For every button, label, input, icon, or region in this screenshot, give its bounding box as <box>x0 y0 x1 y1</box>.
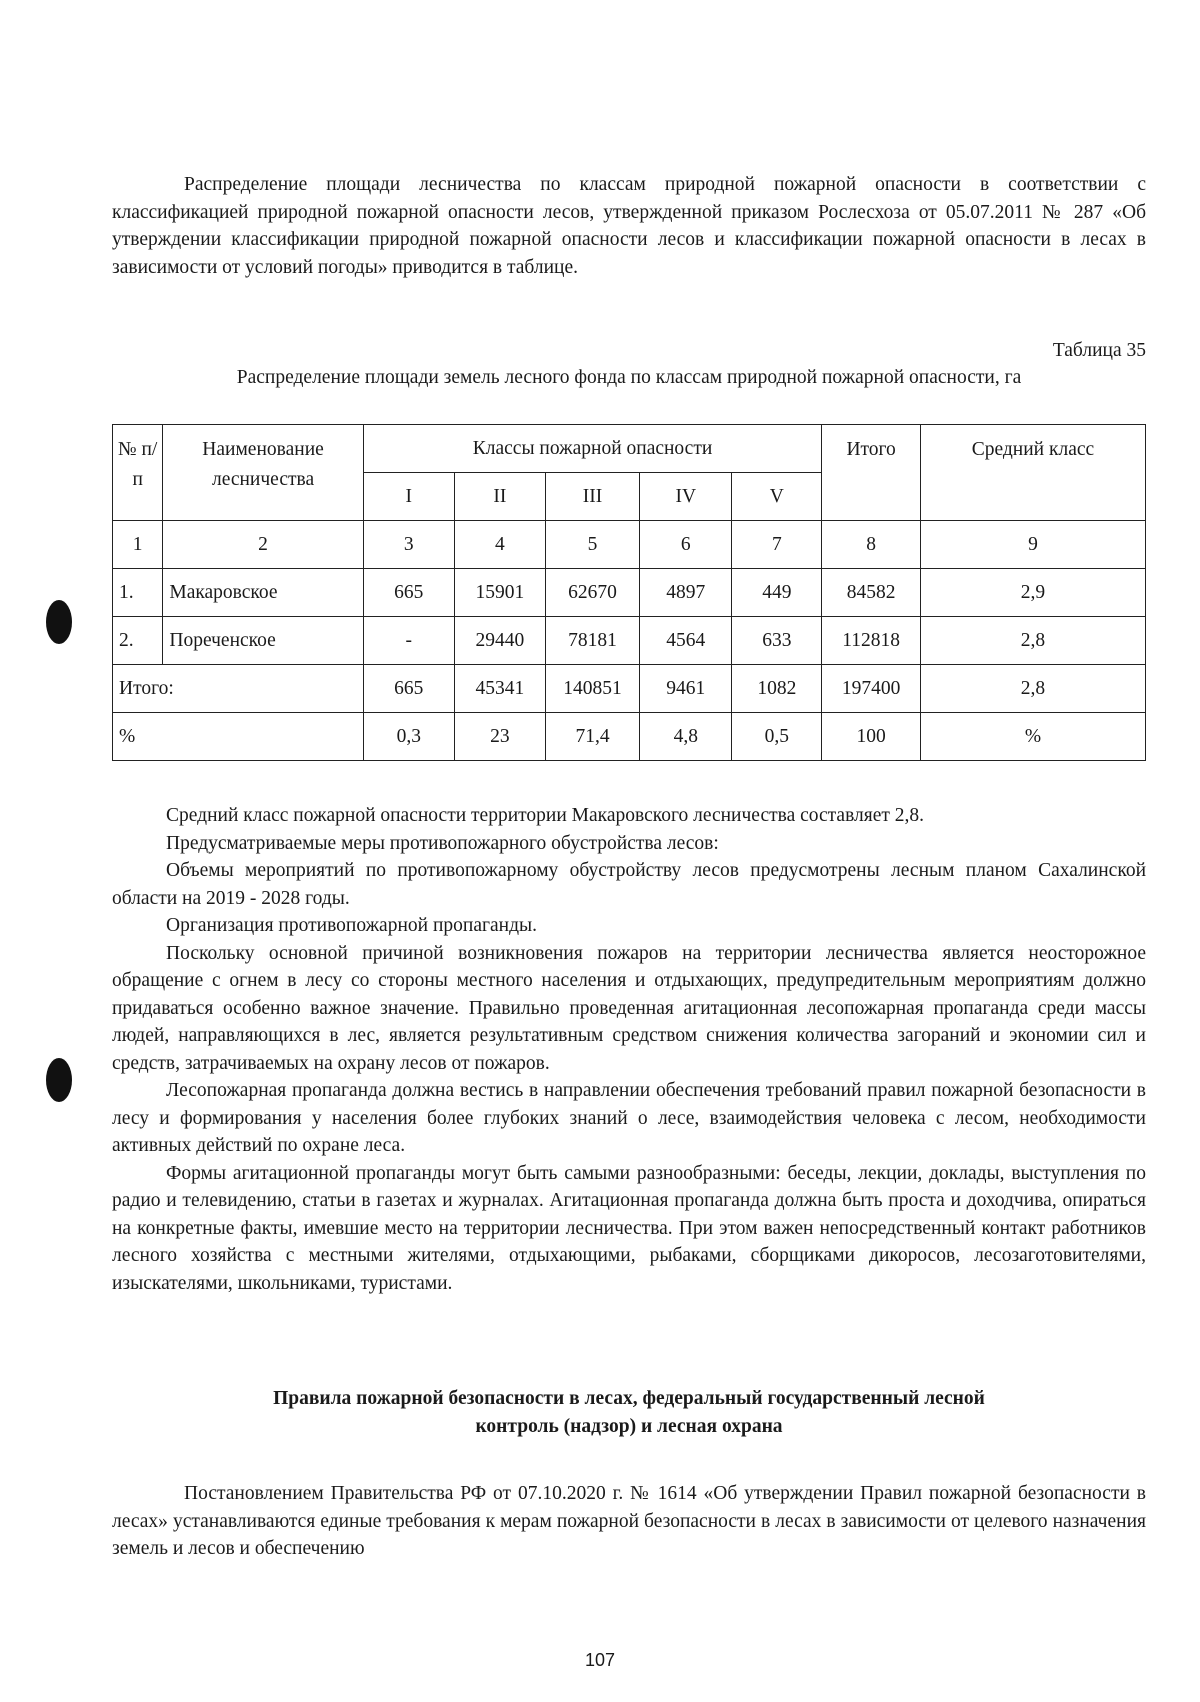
class-label: I <box>363 473 454 521</box>
class-5-total: 1082 <box>732 665 822 713</box>
class-5-area: 633 <box>732 617 822 665</box>
percent-row <box>113 713 1146 761</box>
final-paragraph: Постановлением Правительства РФ от 07.10.2020 г. № 1614 «Об утверждении Правил пожарной безопасности в лесах» устанавливаются единые требования к мерам пожарной безопасности в лесах в зависимости от целевого назначения земель и лесов и обеспечению <box>112 1483 1146 1559</box>
punch-hole-mark <box>46 1058 72 1102</box>
class-4-area: 4897 <box>640 569 732 617</box>
forestry-name: Макаровское <box>163 569 363 617</box>
average-percent: % <box>920 713 1145 761</box>
total-label: Итого: <box>113 665 364 713</box>
causes-paragraph: Поскольку основной причиной возникновения пожаров на территории лесничества является неосторожное обращение с огнем в лесу со стороны местного населения и отдыхающих, предупредительным мероприятиям должно придаваться особенно важное значение. Правильно проведенная агитационная лесопожарная пропаганда среди массы людей, направляющихся в лес, является результативным средством снижения количества загораний и экономии сил и средств, затрачиваемых на охрану лесов от пожаров. <box>112 942 1146 1074</box>
class-5-percent: 0,5 <box>732 713 822 761</box>
forestry-name: Пореченское <box>163 617 363 665</box>
propaganda-direction-paragraph: Лесопожарная пропаганда должна вестись в направлении обеспечения требований правил пожарной безопасности в лесу и формирования у населения более глубоких знаний о лесе, взаимодействия человека с лесом, необходимости активных действий по охране леса. <box>112 1080 1146 1156</box>
column-number: 6 <box>640 521 732 569</box>
section-heading-line: контроль (надзор) и лесная охрана <box>475 1416 783 1437</box>
class-1-total: 665 <box>363 665 454 713</box>
page-number: 107 <box>584 1650 616 1670</box>
body-text <box>112 802 1146 1297</box>
column-number: 9 <box>920 521 1145 569</box>
header-fire-classes: Классы пожарной опасности <box>363 425 822 473</box>
class-4-area: 4564 <box>640 617 732 665</box>
header-total: Итого <box>822 425 921 521</box>
class-4-total: 9461 <box>640 665 732 713</box>
intro-paragraph: Распределение площади лесничества по классам природной пожарной опасности в соответствии с классификацией природной пожарной опасности лесов, утвержденной приказом Рослесхоза от 05.07.2011 № 287 «Об утверждении классификации природной пожарной опасности лесов и классификации пожарной опасности в лесах в зависимости от условий погоды» приводится в таблице. <box>112 174 1146 278</box>
total-area: 112818 <box>822 617 921 665</box>
row-number: 1. <box>113 569 163 617</box>
class-label: V <box>732 473 822 521</box>
table-number: Таблица 35 <box>1052 340 1146 361</box>
class-label: II <box>454 473 545 521</box>
column-number: 5 <box>545 521 639 569</box>
fire-danger-table <box>112 424 1146 761</box>
volumes-paragraph: Объемы мероприятий по противопожарному обустройству лесов предусмотрены лесным планом Сахалинской области на 2019 - 2028 годы. <box>112 860 1146 909</box>
table-header-row <box>113 425 1146 473</box>
total-percent: 100 <box>822 713 921 761</box>
punch-hole-mark <box>46 600 72 644</box>
header-forestry-name: Наименование лесничества <box>163 425 363 521</box>
class-label: IV <box>640 473 732 521</box>
class-1-percent: 0,3 <box>363 713 454 761</box>
column-number: 1 <box>113 521 163 569</box>
class-2-area: 29440 <box>454 617 545 665</box>
class-3-area: 78181 <box>545 617 639 665</box>
average-class: 2,9 <box>920 569 1145 617</box>
column-number-row <box>113 521 1146 569</box>
section-heading-line: Правила пожарной безопасности в лесах, федеральный государственный лесной <box>273 1388 985 1409</box>
propaganda-title-paragraph: Организация противопожарной пропаганды. <box>166 915 537 936</box>
class-2-percent: 23 <box>454 713 545 761</box>
row-number: 2. <box>113 617 163 665</box>
table-caption: Распределение площади земель лесного фонда по классам природной пожарной опасности, га <box>236 367 1022 388</box>
average-class-total: 2,8 <box>920 665 1145 713</box>
total-area: 84582 <box>822 569 921 617</box>
measures-paragraph: Предусматриваемые меры противопожарного обустройства лесов: <box>166 832 719 854</box>
class-2-total: 45341 <box>454 665 545 713</box>
class-1-area: - <box>363 617 454 665</box>
average-class: 2,8 <box>920 617 1145 665</box>
propaganda-forms-paragraph: Формы агитационной пропаганды могут быть самыми разнообразными: беседы, лекции, доклады, выступления по радио и телевидению, статьи в газетах и журналах. Агитационная пропаганда должна быть проста и доходчива, опираться на конкретные факты, имевшие место на территории лесничества. При этом важен непосредственный контакт работников лесного хозяйства с местными жителями, отдыхающими, рыбаками, сборщиками дикоросов, лесозаготовителями, изыскателями, школьниками, туристами. <box>112 1162 1146 1294</box>
average-class-paragraph: Средний класс пожарной опасности территории Макаровского лесничества составляет 2,8. <box>166 805 925 826</box>
column-number: 7 <box>732 521 822 569</box>
class-3-total: 140851 <box>545 665 639 713</box>
grand-total: 197400 <box>822 665 921 713</box>
section-heading <box>112 1385 1146 1441</box>
header-number: № п/п <box>113 425 163 521</box>
class-5-area: 449 <box>732 569 822 617</box>
class-3-area: 62670 <box>545 569 639 617</box>
percent-label: % <box>113 713 364 761</box>
column-number: 3 <box>363 521 454 569</box>
class-1-area: 665 <box>363 569 454 617</box>
column-number: 8 <box>822 521 921 569</box>
class-4-percent: 4,8 <box>640 713 732 761</box>
class-3-percent: 71,4 <box>545 713 639 761</box>
column-number: 4 <box>454 521 545 569</box>
column-number: 2 <box>163 521 363 569</box>
class-2-area: 15901 <box>454 569 545 617</box>
table-row <box>113 617 1146 665</box>
class-label: III <box>545 473 639 521</box>
table-row <box>113 569 1146 617</box>
total-row <box>113 665 1146 713</box>
header-average-class: Средний класс <box>920 425 1145 521</box>
